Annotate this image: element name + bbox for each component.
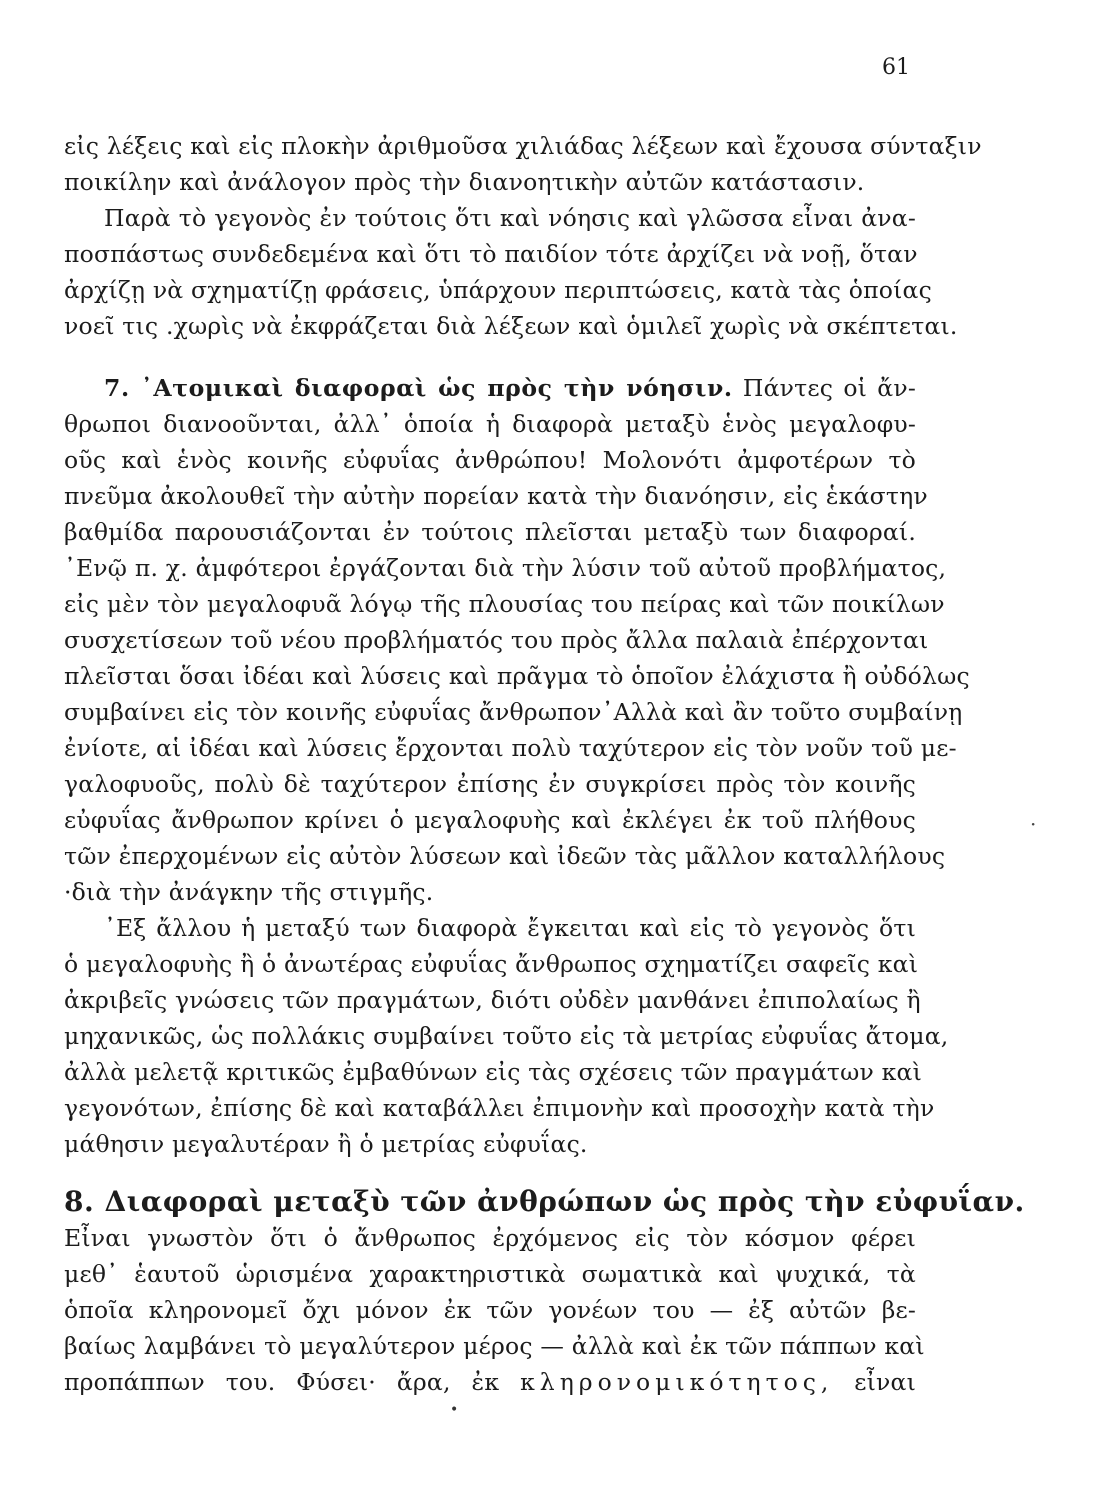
section-7-text: Πάντες οἱ ἄν-	[742, 374, 916, 402]
text-line: τῶν ἐπερχομένων εἰς αὐτὸν λύσεων καὶ ἰδεῶν τὰς μᾶλλον καταλλήλους	[64, 842, 946, 870]
text-line-spaced	[64, 1364, 916, 1400]
text-line: Παρὰ τὸ γεγονὸς ἐν τούτοις ὅτι καὶ νόησις καὶ γλῶσσα εἶναι ἀνα-	[104, 204, 916, 232]
text-line: Εἶναι γνωστὸν ὅτι ὁ ἄνθρωπος ἐρχόμενος εἰς τὸν κόσμον φέρει	[64, 1224, 916, 1252]
text-line: μάθησιν μεγαλυτέραν ἢ ὁ μετρίας εὐφυΐας.	[64, 1130, 588, 1158]
text-line: εὐφυΐας ἄνθρωπον κρίνει ὁ μεγαλοφυὴς καὶ ἐκλέγει ἐκ τοῦ πλήθους	[64, 806, 916, 834]
text-line: θρωποι διανοοῦνται, ἀλλ᾿ ὁποία ἡ διαφορὰ μεταξὺ ἑνὸς μεγαλοφυ-	[64, 410, 916, 438]
text-line: νοεῖ τις .χωρὶς νὰ ἐκφράζεται διὰ λέξεων καὶ ὁμιλεῖ χωρὶς νὰ σκέπτεται.	[64, 312, 958, 340]
spaced-word: κληρονομικότητος,	[520, 1368, 834, 1396]
text-line: γαλοφυοῦς, πολὺ δὲ ταχύτερον ἐπίσης ἐν συγκρίσει πρὸς τὸν κοινῆς	[64, 770, 916, 798]
text-line: ποσπάστως συνδεδεμένα καὶ ὅτι τὸ παιδίον τότε ἀρχίζει νὰ νοῇ, ὅταν	[64, 240, 918, 268]
text-line: οῦς καὶ ἑνὸς κοινῆς εὐφυΐας ἀνθρώπου! Μολονότι ἀμφοτέρων τὸ	[64, 446, 916, 474]
text-segment: προπάππων του. Φύσει· ἄρα, ἐκ	[64, 1368, 500, 1396]
section-7-first-line	[104, 370, 916, 406]
section-7-heading: 7. ᾿Ατομικαὶ διαφοραὶ ὡς πρὸς τὴν νόησιν.	[104, 374, 733, 402]
text-line: ·διὰ τὴν ἀνάγκην τῆς στιγμῆς.	[64, 878, 434, 906]
text-line: ποικίλην καὶ ἀνάλογον πρὸς τὴν διανοητικὴν αὐτῶν κατάστασιν.	[64, 168, 865, 196]
text-line: ἐνίοτε, αἱ ἰδέαι καὶ λύσεις ἔρχονται πολὺ ταχύτερον εἰς τὸν νοῦν τοῦ με-	[64, 734, 957, 762]
text-line: ἀλλὰ μελετᾷ κριτικῶς ἐμβαθύνων εἰς τὰς σχέσεις τῶν πραγμάτων καὶ	[64, 1058, 923, 1086]
text-segment: εἶναι	[854, 1368, 916, 1396]
section-8-heading: 8. Διαφοραὶ μεταξὺ τῶν ἀνθρώπων ὡς πρὸς τὴν εὐφυΐαν.	[64, 1185, 1025, 1218]
text-line: γεγονότων, ἐπίσης δὲ καὶ καταβάλλει ἐπιμονὴν καὶ προσοχὴν κατὰ τὴν	[64, 1094, 935, 1122]
text-line: πνεῦμα ἀκολουθεῖ τὴν αὐτὴν πορείαν κατὰ τὴν διανόησιν, εἰς ἑκάστην	[64, 482, 928, 510]
text-line: βαίως λαμβάνει τὸ μεγαλύτερον μέρος — ἀλλὰ καὶ ἐκ τῶν πάππων καὶ	[64, 1332, 925, 1360]
text-line: συμβαίνει εἰς τὸν κοινῆς εὐφυΐας ἄνθρωπον᾿Αλλὰ καὶ ἂν τοῦτο συμβαίνῃ	[64, 698, 963, 726]
page-number: 61	[882, 55, 910, 80]
text-line: εἰς λέξεις καὶ εἰς πλοκὴν ἀριθμοῦσα χιλιάδας λέξεων καὶ ἔχουσα σύνταξιν	[64, 132, 982, 160]
text-line: ᾿Ενῷ π. χ. ἀμφότεροι ἐργάζονται διὰ τὴν λύσιν τοῦ αὐτοῦ προβλήματος,	[64, 554, 947, 582]
text-line: μεθ᾿ ἑαυτοῦ ὡρισμένα χαρακτηριστικὰ σωματικὰ καὶ ψυχικά, τὰ	[64, 1260, 916, 1288]
text-line: εἰς μὲν τὸν μεγαλοφυᾶ λόγῳ τῆς πλουσίας του πείρας καὶ τῶν ποικίλων	[64, 590, 945, 618]
text-line: ἀκριβεῖς γνώσεις τῶν πραγμάτων, διότι οὐδὲν μανθάνει ἐπιπολαίως ἢ	[64, 986, 921, 1014]
text-line: μηχανικῶς, ὡς πολλάκις συμβαίνει τοῦτο εἰς τὰ μετρίας εὐφυΐας ἄτομα,	[64, 1022, 949, 1050]
text-line: συσχετίσεων τοῦ νέου προβλήματός του πρὸς ἄλλα παλαιὰ ἐπέρχονται	[64, 626, 929, 654]
text-line: ἀρχίζῃ νὰ σχηματίζῃ φράσεις, ὑπάρχουν περιπτώσεις, κατὰ τὰς ὁποίας	[64, 276, 932, 304]
text-line: πλεῖσται ὅσαι ἰδέαι καὶ λύσεις καὶ πρᾶγμα τὸ ὁποῖον ἐλάχιστα ἢ οὐδόλως	[64, 662, 970, 690]
text-line: ὁποῖα κληρονομεῖ ὄχι μόνον ἐκ τῶν γονέων του — ἐξ αὐτῶν βε-	[64, 1296, 916, 1324]
text-line: ὁ μεγαλοφυὴς ἢ ὁ ἀνωτέρας εὐφυΐας ἄνθρωπος σχηματίζει σαφεῖς καὶ	[64, 950, 919, 978]
text-line: βαθμίδα παρουσιάζονται ἐν τούτοις πλεῖσται μεταξὺ των διαφοραί.	[64, 518, 916, 546]
margin-dot: ·	[1030, 812, 1037, 836]
bottom-dot: •	[450, 1402, 459, 1418]
text-line: ᾿Εξ ἄλλου ἡ μεταξύ των διαφορὰ ἔγκειται καὶ εἰς τὸ γεγονὸς ὅτι	[104, 914, 916, 942]
